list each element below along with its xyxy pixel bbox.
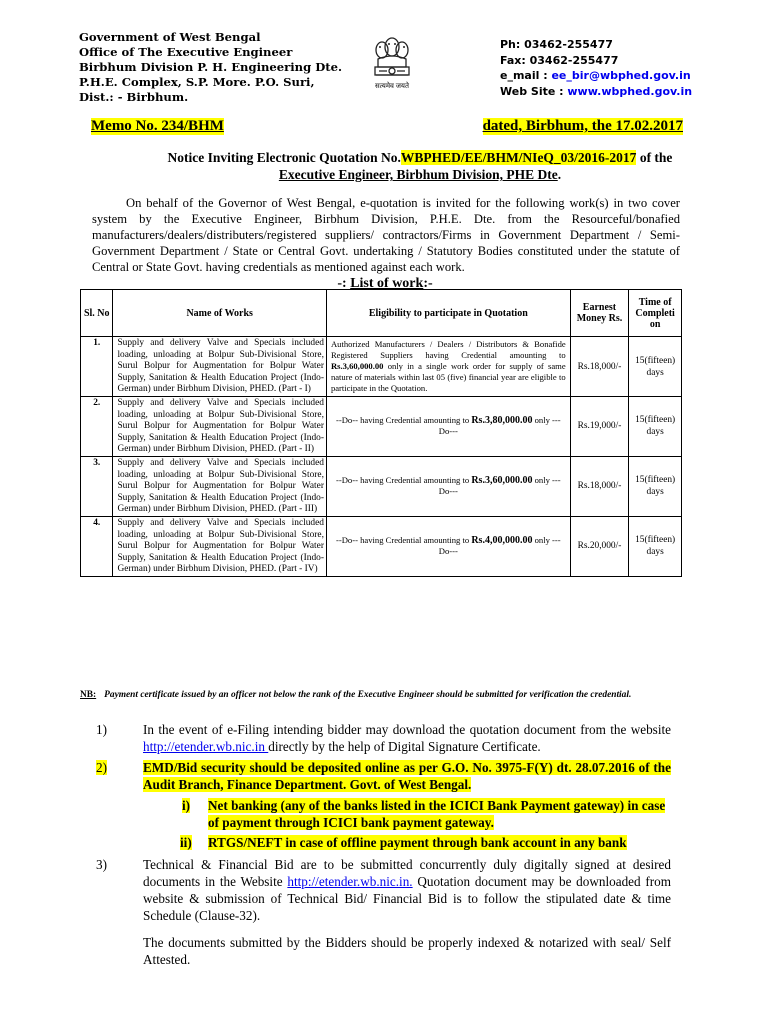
row-eligibility [326, 397, 570, 457]
intro-paragraph [92, 195, 680, 275]
notice-issuer: Executive Engineer, Birbhum Division, PHE Dte [278, 167, 558, 182]
item-2-number [96, 759, 107, 776]
etender-link-2[interactable]: http://etender.wb.nic.in. [287, 874, 413, 889]
row-time: 15(fifteen) days [629, 337, 682, 397]
item-1-pre: In the event of e-Filing intending bidder may download the quotation document from the website [143, 722, 671, 737]
header-eligibility: Eligibility to participate in Quotation [326, 290, 570, 337]
elig-post: only in a single work order for supply of same nature of materials within last 05 (five) financial year are eligible to participate in the Quotation. [330, 361, 566, 393]
row-money: Rs.18,000/- [570, 337, 629, 397]
table-row [81, 456, 682, 516]
office-line-4: P.H.E. Complex, S.P. More. P.O. Suri, [79, 75, 315, 89]
item-1-text [143, 721, 671, 755]
header-time: Time of Completi on [629, 290, 682, 337]
item-2-content: EMD/Bid security should be deposited online as per G.O. No. 3975-F(Y) dt. 28.07.2016 of the Audit Branch, Finance Department. Govt. of West Bengal. [143, 760, 671, 792]
works-table [80, 289, 682, 577]
office-line-2: Office of The Executive Engineer [79, 45, 293, 59]
sub-ii-content: RTGS/NEFT in case of offline payment through bank account in any bank [208, 835, 627, 850]
elig-pre: --Do-- having Credential amounting to [336, 415, 472, 426]
nb-text: Payment certificate issued by an officer not below the rank of the Executive Engineer should be submitted for verification the credential. [104, 690, 632, 700]
row-name: Supply and delivery Valve and Specials included loading, unloading at Bolpur Sub-Divisional Store, Surul Bolpur for Augmentation for Bolpur Water Supply, Sanitation & Health Education Project (Indo-German) under Birbhum Division, PHED. (Part - IV) [113, 516, 327, 576]
header-sl: Sl. No [81, 290, 113, 337]
list-heading-pre: -: [337, 276, 351, 291]
sub-i-num: i) [182, 798, 191, 813]
contact-block [500, 37, 692, 99]
header-money: Earnest Money Rs. [570, 290, 629, 337]
row-time: 15(fifteen) days [629, 397, 682, 457]
memo-row [91, 118, 683, 136]
sub-ii-num: ii) [180, 835, 192, 850]
item-3-para2: The documents submitted by the Bidders should be properly indexed & notarized with seal/ Self Attested. [143, 935, 671, 967]
sub-i-text [208, 797, 674, 831]
office-line-5: Dist.: - Birbhum. [79, 90, 189, 104]
elig-pre: --Do-- having Credential amounting to [336, 535, 472, 546]
row-sl: 4. [81, 516, 113, 576]
row-name: Supply and delivery Valve and Specials included loading, unloading at Bolpur Sub-Divisional Store, Surul Bolpur for Augmentation for Bolpur Water Supply, Sanitation & Health Education Project (Indo-German) under Birbhum Division, PHED. (Part - II) [113, 397, 327, 457]
list-heading-post: :- [423, 276, 433, 291]
row-eligibility [326, 456, 570, 516]
notice-period: . [557, 167, 562, 182]
email-line [500, 68, 692, 84]
table-row [81, 337, 682, 397]
row-name: Supply and delivery Valve and Specials included loading, unloading at Bolpur Sub-Divisional Store, Surul Bolpur for Augmentation for Bolpur Water Supply, Sanitation & Health Education Project (Indo-German) under Birbhum Division, PHED. (Part - I) [113, 337, 327, 397]
notice-suffix: of the [636, 150, 673, 165]
emblem-motto: सत्यमेव जयते [375, 82, 409, 90]
office-line-3: Birbhum Division P. H. Engineering Dte. [79, 60, 343, 74]
memo-number: Memo No. 234/BHM [91, 118, 224, 134]
row-time: 15(fifteen) days [629, 516, 682, 576]
sub-ii-text [208, 834, 678, 851]
row-name: Supply and delivery Valve and Specials included loading, unloading at Bolpur Sub-Divisional Store, Surul Bolpur for Augmentation for Bolpur Water Supply, Sanitation & Health Education Project (Indo-German) under Birbhum Division, PHED. (Part - III) [113, 456, 327, 516]
table-row [81, 516, 682, 576]
memo-date: dated, Birbhum, the 17.02.2017 [482, 118, 683, 134]
row-sl: 1. [81, 337, 113, 397]
elig-pre: Authorized Manufacturers / Dealers / Distributors & Bonafide Registered Suppliers having Credential amounting to [330, 339, 566, 360]
sub-i-number [182, 797, 190, 814]
elig-post: only ---Do--- [438, 475, 561, 497]
website-link[interactable]: www.wbphed.gov.in [567, 84, 693, 98]
sub-i-content: Net banking (any of the banks listed in the ICICI Bank Payment gateway) in case of payment through ICICI bank payment gateway. [208, 798, 666, 830]
notice-prefix: Notice Inviting Electronic Quotation No. [167, 150, 401, 165]
item-3-post: Quotation document may be downloaded from website & submission of Technical Bid/ Financial Bid is to follow the stipulated date & time Schedule (Clause-32). [143, 874, 671, 923]
elig-pre: --Do-- having Credential amounting to [336, 475, 472, 486]
fax-number: Fax: 03462-255477 [500, 53, 619, 67]
elig-amount: Rs.3,60,000.00 [330, 361, 384, 371]
email-link[interactable]: ee_bir@wbphed.gov.in [551, 69, 691, 82]
item-2-num: 2) [96, 760, 107, 775]
row-eligibility [326, 337, 570, 397]
office-line-1: Government of West Bengal [79, 30, 261, 44]
row-money: Rs.19,000/- [570, 397, 629, 457]
list-heading-text: List of work [350, 276, 424, 291]
office-address [79, 30, 342, 105]
table-header-row [81, 290, 682, 337]
item-3-pre: Technical & Financial Bid are to be submitted concurrently duly digitally signed at desired documents in the Website [143, 857, 671, 889]
notice-title [80, 149, 760, 183]
item-3-number: 3) [96, 857, 107, 872]
website-label: Web Site : [500, 84, 568, 98]
item-3-text [143, 856, 671, 924]
elig-amount: Rs.3,60,000.00 [471, 475, 533, 487]
phone-number: Ph: 03462-255477 [500, 38, 613, 51]
header-name: Name of Works [113, 290, 327, 337]
elig-post: only ---Do--- [438, 535, 561, 557]
elig-post: only ---Do--- [438, 415, 561, 437]
row-money: Rs.20,000/- [570, 516, 629, 576]
elig-amount: Rs.3,80,000.00 [471, 415, 533, 427]
elig-amount: Rs.4,00,000.00 [471, 535, 533, 547]
row-sl: 3. [81, 456, 113, 516]
row-sl: 2. [81, 397, 113, 457]
notice-code: WBPHED/EE/BHM/NIeQ_03/2016-2017 [400, 150, 637, 165]
row-money: Rs.18,000/- [570, 456, 629, 516]
sub-ii-number [180, 834, 192, 851]
table-row [81, 397, 682, 457]
row-time: 15(fifteen) days [629, 456, 682, 516]
item-2-text [143, 759, 671, 793]
nb-note [80, 690, 680, 701]
item-1-number: 1) [96, 722, 107, 737]
row-eligibility [326, 516, 570, 576]
website-line [500, 84, 692, 100]
nb-label: NB: [80, 690, 97, 700]
item-1-post: directly by the help of Digital Signature Certificate. [268, 739, 541, 754]
etender-link[interactable]: http://etender.wb.nic.in [143, 739, 269, 754]
intro-text: On behalf of the Governor of West Bengal, e-quotation is invited for the following work(s) in two cover system by the Executive Engineer, Birbhum Division, P.H.E. Dte. from the Resourceful/bonafied manufacturers/dealers/distributers/registered suppliers/ contractors/Firms in Government Department / Semi-Government Department / State or Central Govt. undertaking / Statutory Bodies constituted under the statute of Central or State Govt. having credentials as mentioned against each work. [92, 196, 680, 274]
email-label: e_mail : [500, 69, 552, 82]
